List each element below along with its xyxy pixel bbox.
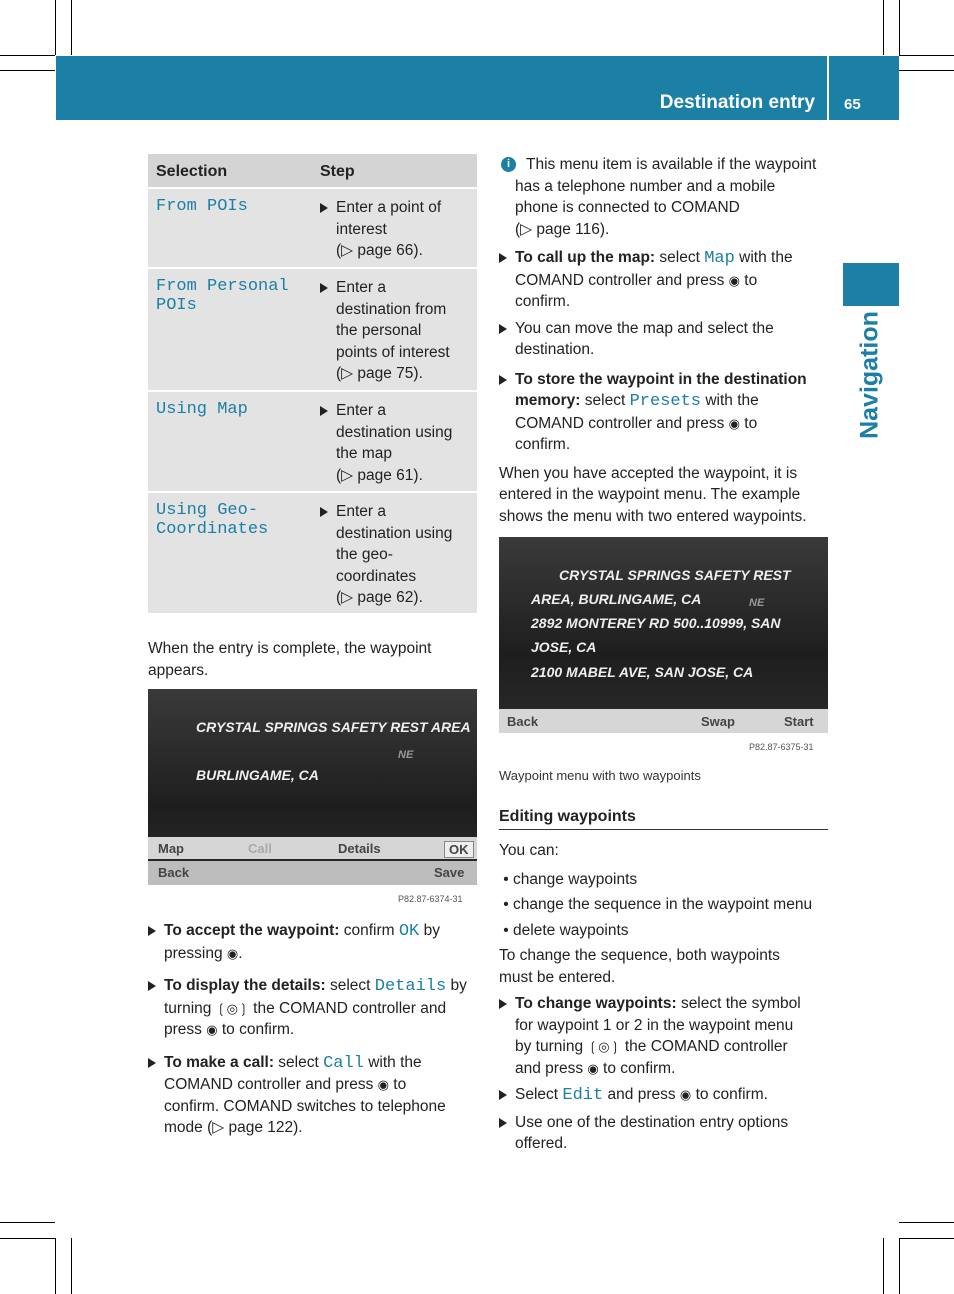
bold-text: To display the details: xyxy=(164,977,326,994)
step-details xyxy=(148,975,478,1041)
selection-using-map: Using Map xyxy=(156,400,248,419)
bold-text: To store the waypoint in the destination xyxy=(515,370,807,388)
text: the COMAND controller xyxy=(624,1038,788,1055)
text: mode (▷ page 122). xyxy=(164,1119,303,1136)
selection-table xyxy=(148,154,477,613)
text: confirm. xyxy=(515,436,571,453)
crop-mark xyxy=(55,0,56,55)
info-icon: i xyxy=(501,157,516,172)
step-text: Enter a xyxy=(336,279,386,296)
step-text: points of interest xyxy=(336,343,450,361)
text-line: must be entered. xyxy=(499,968,616,986)
page-header xyxy=(56,56,899,120)
menu-swap: Swap xyxy=(701,714,735,729)
code-details: Details xyxy=(374,977,447,996)
step-text: Enter a point of xyxy=(336,199,442,216)
crop-mark xyxy=(0,55,55,56)
text: with the xyxy=(705,392,759,409)
code-edit: Edit xyxy=(562,1086,604,1105)
menu-back: Back xyxy=(158,865,190,880)
arrow-icon xyxy=(320,406,328,416)
step-cell xyxy=(320,197,486,262)
crop-mark xyxy=(883,0,884,55)
bold-text: To change waypoints: xyxy=(515,995,677,1012)
step-text: interest xyxy=(336,220,387,238)
bold-text: To make a call: xyxy=(164,1053,274,1071)
crop-mark xyxy=(71,1238,72,1294)
turn-icon: ❲◎❳ xyxy=(215,1000,249,1016)
text: Select xyxy=(515,1086,559,1103)
bullet-text: delete waypoints xyxy=(513,921,629,939)
side-tab xyxy=(843,263,899,306)
compass-label: NE xyxy=(749,597,765,609)
text: press xyxy=(164,1021,202,1038)
arrow-icon xyxy=(499,253,507,263)
text: select xyxy=(584,392,626,409)
menu-back: Back xyxy=(507,714,539,729)
arrow-icon xyxy=(148,1058,156,1068)
selection-text: POIs xyxy=(156,296,197,315)
arrow-icon xyxy=(499,375,507,385)
figure-caption: Waypoint menu with two waypoints xyxy=(499,768,701,783)
selection-using-geo-coordinates xyxy=(156,501,268,539)
text: pressing xyxy=(164,944,223,962)
crop-mark xyxy=(899,70,954,71)
text: to confirm. xyxy=(221,1021,295,1038)
code-presets: Presets xyxy=(629,392,702,411)
press-icon: ◉ xyxy=(226,945,239,961)
step-text: destination using xyxy=(336,423,453,441)
menu-save: Save xyxy=(434,865,465,880)
col-step: Step xyxy=(320,163,355,180)
text: offered. xyxy=(515,1135,568,1152)
crop-mark xyxy=(0,1238,55,1239)
crop-mark xyxy=(899,55,954,56)
text: to confirm. xyxy=(603,1059,676,1077)
step-accept: To accept the waypoint: confirm OK by pressing ◉. xyxy=(148,920,478,964)
crop-mark xyxy=(0,1222,55,1223)
table-row xyxy=(148,267,477,390)
table-row xyxy=(148,491,477,613)
text: to xyxy=(744,271,758,289)
step-cell xyxy=(320,501,486,609)
intro-paragraph xyxy=(148,638,477,681)
text-line: This menu item is available if the waypoint xyxy=(526,156,817,173)
text-line: (▷ page 116). xyxy=(515,220,610,238)
code-call: Call xyxy=(323,1053,364,1073)
instructions-left xyxy=(148,920,478,1139)
text: select xyxy=(329,977,371,994)
waypoint-screenshot xyxy=(148,689,477,885)
text: to xyxy=(744,414,758,432)
crop-mark xyxy=(55,1238,56,1294)
menu-map: Map xyxy=(158,841,184,856)
text: You can move the map and select the xyxy=(515,319,774,337)
side-title: Navigation xyxy=(855,311,884,439)
text: Use one of the destination entry options xyxy=(515,1113,789,1131)
text-line: When the entry is complete, the waypoint xyxy=(148,640,432,657)
table-row xyxy=(148,187,477,267)
accepted-paragraph xyxy=(499,463,839,528)
press-icon: ◉ xyxy=(206,1022,218,1037)
arrow-icon xyxy=(320,283,328,293)
arrow-icon xyxy=(148,926,156,936)
press-icon: ◉ xyxy=(728,415,740,431)
selection-from-pois: From POIs xyxy=(156,197,248,216)
crop-mark xyxy=(899,1238,900,1294)
step-text: (▷ page 61). xyxy=(336,466,423,484)
text: turning xyxy=(164,999,212,1017)
step-cell xyxy=(320,400,486,486)
text: COMAND controller and press xyxy=(515,414,725,432)
bullet-item: • delete waypoints xyxy=(499,921,629,939)
text-line: When you have accepted the waypoint, it is xyxy=(499,464,798,482)
image-code: P82.87-6375-31 xyxy=(749,742,814,752)
text-line: has a telephone number and a mobile xyxy=(515,177,776,195)
step-text: (▷ page 62). xyxy=(336,589,423,606)
menu-ok: OK xyxy=(444,841,474,858)
bullet-item: • change the sequence in the waypoint menu xyxy=(499,896,813,913)
text: the COMAND controller and xyxy=(253,999,447,1017)
press-icon: ◉ xyxy=(377,1077,389,1092)
turn-icon: ❲◎❳ xyxy=(587,1039,621,1054)
image-code: P82.87-6374-31 xyxy=(398,894,463,904)
screen-line: 2100 MABEL AVE, SAN JOSE, CA xyxy=(531,664,754,680)
step-text: destination using xyxy=(336,524,453,542)
step-cell xyxy=(320,277,486,385)
text-line: phone is connected to COMAND xyxy=(515,199,740,216)
screen-line: AREA, BURLINGAME, CA xyxy=(531,591,702,607)
crop-mark xyxy=(899,0,900,55)
screen-menu xyxy=(148,837,477,859)
header-divider xyxy=(827,56,829,120)
text-line: appears. xyxy=(148,661,209,679)
text: confirm. COMAND switches to telephone xyxy=(164,1097,446,1115)
arrow-icon xyxy=(320,507,328,517)
step-text: (▷ page 75). xyxy=(336,365,423,382)
screen-menu-2 xyxy=(148,861,477,885)
arrow-icon xyxy=(499,1090,507,1100)
step-move-map xyxy=(499,318,839,361)
text: select the symbol xyxy=(680,995,801,1012)
text-line: shows the menu with two entered waypoints. xyxy=(499,507,807,525)
page-number: 65 xyxy=(844,96,861,113)
code-ok: OK xyxy=(398,922,420,941)
text: select xyxy=(278,1053,319,1071)
text: and press xyxy=(515,1059,584,1077)
text-line: You can: xyxy=(499,842,559,859)
text-line: To change the sequence, both waypoints xyxy=(499,947,780,964)
text: COMAND controller and press xyxy=(164,1076,374,1093)
arrow-icon xyxy=(499,1118,507,1128)
arrow-icon xyxy=(499,999,507,1009)
step-text: Enter a xyxy=(336,402,386,419)
step-change-waypoints xyxy=(499,993,839,1079)
step-select-edit xyxy=(499,1084,839,1107)
step-text: the geo- xyxy=(336,546,393,563)
selection-text: Coordinates xyxy=(156,520,269,539)
selection-text: From Personal xyxy=(156,277,289,296)
step-text: the map xyxy=(336,445,393,462)
section-heading: Editing waypoints xyxy=(499,808,828,830)
step-use-options xyxy=(499,1112,839,1155)
step-text: coordinates xyxy=(336,567,417,585)
menu-start: Start xyxy=(784,714,814,729)
code-map: Map xyxy=(704,249,735,268)
screen-line: JOSE, CA xyxy=(531,639,597,655)
screen-line: BURLINGAME, CA xyxy=(196,767,319,783)
menu-call: Call xyxy=(248,841,272,856)
arrow-icon xyxy=(320,203,328,213)
crop-mark xyxy=(899,1222,954,1223)
crop-mark xyxy=(883,1238,884,1294)
text: confirm xyxy=(343,922,395,939)
screen-menu xyxy=(499,709,828,733)
step-call-map xyxy=(499,247,839,313)
text: confirm. xyxy=(515,293,571,310)
text: and press xyxy=(607,1086,676,1103)
table-header xyxy=(148,154,477,187)
table-row xyxy=(148,390,477,491)
arrow-icon xyxy=(148,981,156,991)
text: by turning xyxy=(515,1038,584,1055)
screen-line: CRYSTAL SPRINGS SAFETY REST AREA xyxy=(196,719,471,735)
step-text: (▷ page 66). xyxy=(336,242,423,259)
text: to xyxy=(393,1076,407,1093)
crop-mark xyxy=(0,70,55,71)
info-note xyxy=(499,154,839,240)
text: select xyxy=(659,249,700,266)
instructions-right xyxy=(499,247,839,527)
step-text: the personal xyxy=(336,322,422,339)
screen-line: CRYSTAL SPRINGS SAFETY REST xyxy=(559,567,791,583)
text-line: entered in the waypoint menu. The example xyxy=(499,486,801,503)
text: by xyxy=(423,922,440,939)
text: COMAND controller and press xyxy=(515,271,725,289)
text: with the xyxy=(368,1053,422,1071)
selection-text: Using Geo- xyxy=(156,501,259,520)
step-store xyxy=(499,369,839,456)
step-call xyxy=(148,1052,478,1139)
bold-text: memory: xyxy=(515,392,581,409)
press-icon: ◉ xyxy=(587,1060,599,1076)
press-icon: ◉ xyxy=(679,1087,692,1102)
step-text: Enter a xyxy=(336,503,386,520)
text: with the xyxy=(739,249,793,266)
crop-mark xyxy=(899,1238,954,1239)
editing-section xyxy=(499,840,839,1155)
press-icon: ◉ xyxy=(728,272,740,288)
bullet-item: • change waypoints xyxy=(499,870,638,888)
bullet-text: change the sequence in the waypoint menu xyxy=(513,896,813,913)
bold-text: To call up the map: xyxy=(515,249,656,266)
arrow-icon xyxy=(499,324,507,334)
bullet-text: change waypoints xyxy=(513,870,638,888)
section-title: Destination entry xyxy=(659,92,815,113)
text: by xyxy=(450,977,467,994)
step-text: destination from xyxy=(336,300,447,318)
text: to confirm. xyxy=(695,1086,768,1103)
text: destination. xyxy=(515,341,595,358)
menu-details: Details xyxy=(338,841,381,856)
text: for waypoint 1 or 2 in the waypoint menu xyxy=(515,1016,794,1034)
col-selection: Selection xyxy=(156,163,228,180)
selection-from-personal-pois xyxy=(156,277,289,315)
screen-line: 2892 MONTEREY RD 500..10999, SAN xyxy=(531,615,781,631)
waypoint-menu-screenshot xyxy=(499,537,828,733)
bold-text: To accept the waypoint: xyxy=(164,922,340,939)
crop-mark xyxy=(71,0,72,55)
compass-label: NE xyxy=(398,749,414,761)
